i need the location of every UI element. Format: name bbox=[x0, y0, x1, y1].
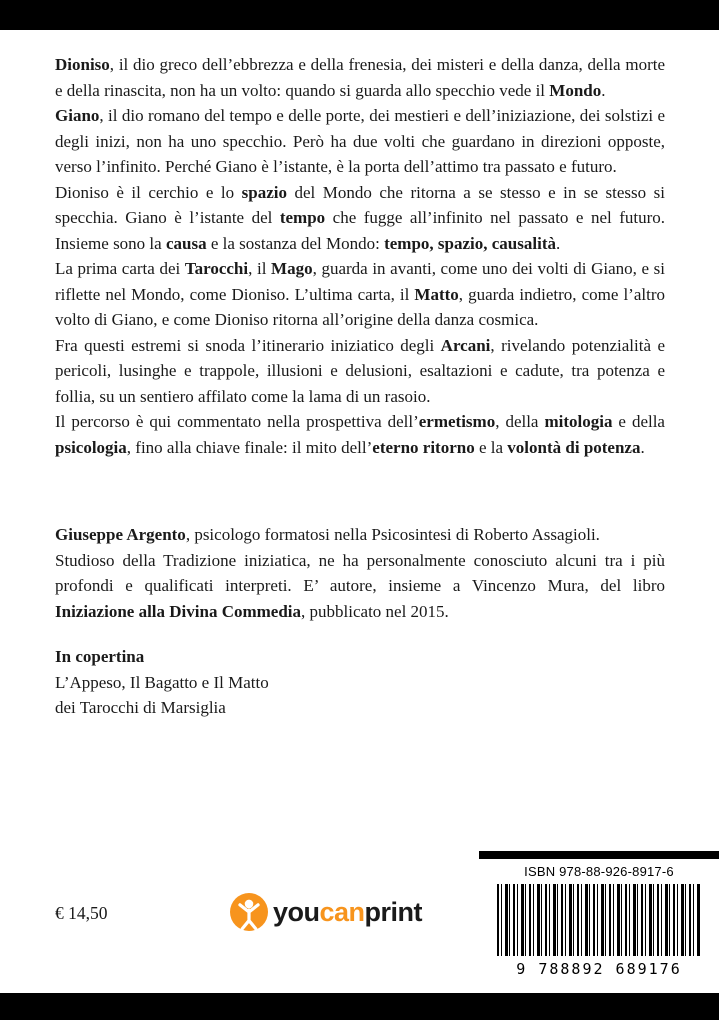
logo-text-can: can bbox=[319, 896, 365, 927]
text-segment: Studioso della Tradizione iniziatica, ne ha personalmente conosciuto alcuni tra i più profondi e qualificati interpreti. E’ autore, insieme a Vincenzo Mura, del libro bbox=[55, 550, 665, 595]
text-segment: tempo, spazio, causalità bbox=[384, 233, 556, 253]
text-segment: Giuseppe Argento bbox=[55, 525, 186, 544]
text-segment: , guarda indietro, come l’altro volto di Giano, e come Dioniso ritorna all’origine della danza cosmica. bbox=[55, 284, 665, 329]
publisher-logo bbox=[230, 893, 422, 931]
cover-credit bbox=[55, 644, 665, 721]
text-segment: mitologia bbox=[544, 412, 613, 431]
text-segment: causa bbox=[165, 233, 207, 253]
text-segment: , della bbox=[495, 412, 545, 431]
text-segment: tempo bbox=[279, 208, 326, 227]
text-segment: Tarocchi bbox=[184, 259, 249, 278]
cover-credit-line: L’Appeso, Il Bagatto e Il Matto bbox=[55, 672, 269, 692]
text-segment: , guarda in avanti, come uno dei volti di Giano, e si riflette nel Mondo, come Dioniso. L’ultima carta, il bbox=[55, 259, 665, 304]
logo-text-print: print bbox=[364, 896, 423, 927]
text-segment: eterno ritorno bbox=[372, 437, 475, 457]
body-paragraph bbox=[55, 256, 665, 333]
cover-credit-line: dei Tarocchi di Marsiglia bbox=[55, 698, 226, 717]
top-black-bar bbox=[0, 0, 719, 30]
body-paragraph bbox=[55, 52, 665, 103]
text-segment: Iniziazione alla Divina Commedia bbox=[55, 601, 302, 621]
text-segment: volontà di potenza bbox=[507, 437, 641, 457]
text-segment: . bbox=[555, 233, 561, 253]
logo-text-you: you bbox=[273, 896, 320, 927]
text-segment: . bbox=[601, 80, 606, 100]
isbn-barcode-box bbox=[479, 851, 719, 989]
author-paragraph bbox=[55, 548, 665, 625]
back-cover-text bbox=[55, 52, 665, 721]
text-segment: , rivelando potenzialità e pericoli, lusinghe e trappole, illusioni e delusioni, esaltazioni e cadute, tra potenza e follia, su un sentiero affilato come la lama di un rasoio. bbox=[55, 335, 665, 406]
body-paragraph bbox=[55, 180, 665, 257]
body-paragraph bbox=[55, 333, 665, 410]
text-segment: Mago bbox=[271, 259, 313, 278]
isbn-digits: 9 788892 689176 bbox=[516, 960, 682, 978]
text-segment: Matto bbox=[414, 284, 459, 304]
text-segment: del Mondo che ritorna a se stesso e in se stesso si specchia. Giano è l’istante del bbox=[55, 182, 666, 227]
barcode-icon bbox=[497, 884, 701, 956]
body-paragraph bbox=[55, 103, 665, 180]
text-segment: , pubblicato nel 2015. bbox=[301, 601, 449, 621]
text-segment: psicologia bbox=[55, 437, 127, 457]
text-segment: Dioniso bbox=[55, 55, 110, 74]
text-segment: Fra questi estremi si snoda l’itinerario iniziatico degli bbox=[55, 335, 441, 355]
text-segment: spazio bbox=[241, 182, 287, 202]
text-segment: che fugge all’infinito nel passato e nel futuro. Insieme sono la bbox=[55, 208, 666, 253]
text-segment: e della bbox=[612, 412, 665, 431]
bottom-black-bar bbox=[0, 993, 719, 1020]
text-segment: Mondo bbox=[549, 80, 602, 100]
body-paragraph bbox=[55, 409, 665, 460]
text-segment: Giano bbox=[55, 106, 100, 125]
text-segment: , il dio greco dell’ebbrezza e della frenesia, dei misteri e della danza, della morte e della rinascita, non ha un volto: quando si guarda allo specchio vede il bbox=[55, 55, 665, 100]
cover-credit-heading: In copertina bbox=[55, 647, 145, 666]
text-segment: ermetismo bbox=[418, 412, 496, 431]
publisher-logo-text bbox=[273, 897, 422, 928]
barcode-top-strip bbox=[479, 851, 719, 859]
text-segment: La prima carta dei bbox=[55, 259, 185, 278]
text-segment: e la bbox=[474, 437, 508, 457]
text-segment: Dioniso è il cerchio e lo bbox=[55, 182, 242, 202]
text-segment: , fino alla chiave finale: il mito dell’ bbox=[126, 437, 373, 457]
text-segment: Arcani bbox=[440, 335, 491, 355]
text-segment: , il bbox=[248, 259, 272, 278]
text-segment: , il dio romano del tempo e delle porte, dei mestieri e dell’iniziazione, dei solstizi e degli inizi, non ha uno specchio. Però ha due volti che guardano in direzioni opposte, verso l’infinito. Perché Giano è l’istante, è la porta dell’attimo tra passato e futuro. bbox=[55, 106, 665, 176]
text-segment: . bbox=[640, 437, 645, 457]
isbn-label: ISBN 978-88-926-8917-6 bbox=[524, 864, 674, 879]
author-bio bbox=[55, 522, 665, 624]
text-segment: e la sostanza del Mondo: bbox=[206, 233, 385, 253]
text-segment: , psicologo formatosi nella Psicosintesi di Roberto Assagioli. bbox=[185, 525, 600, 544]
price: € 14,50 bbox=[55, 903, 108, 923]
person-raised-arms-icon bbox=[230, 893, 268, 931]
author-paragraph bbox=[55, 522, 665, 548]
text-segment: Il percorso è qui commentato nella prospettiva dell’ bbox=[55, 412, 419, 431]
